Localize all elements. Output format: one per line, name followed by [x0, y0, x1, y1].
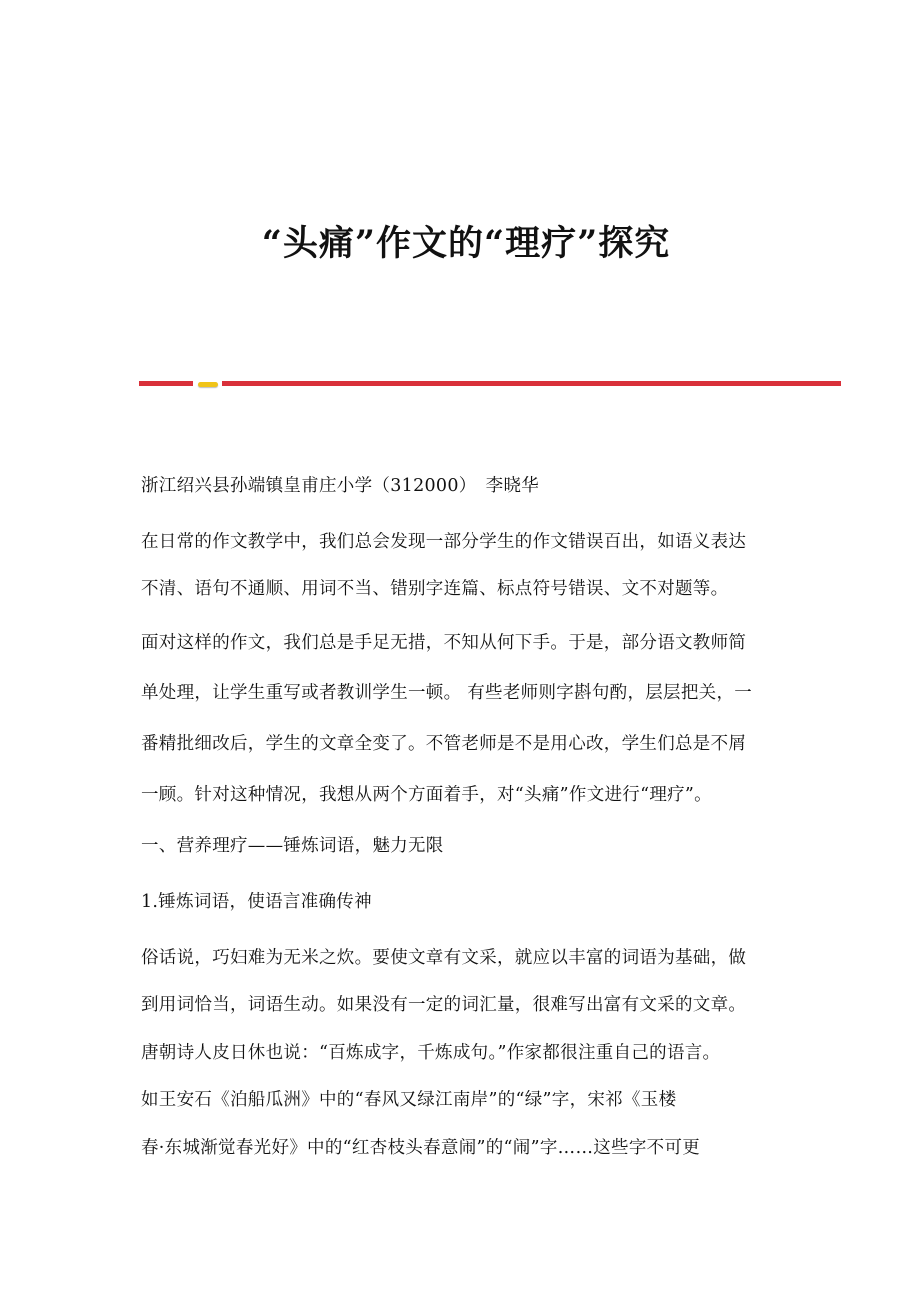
divider-ornament	[198, 382, 218, 387]
paragraph-line: 在日常的作文教学中，我们总会发现一部分学生的作文错误百出，如语义表达	[141, 532, 747, 552]
divider-left	[139, 381, 193, 386]
paragraph-line: 一顾。针对这种情况，我想从两个方面着手，对“头痛”作文进行“理疗”。	[141, 785, 712, 805]
author-affiliation: 浙江绍兴县孙端镇皇甫庄小学（312000） 李晓华	[141, 476, 540, 496]
paragraph-line: 面对这样的作文，我们总是手足无措，不知从何下手。于是，部分语文教师简	[141, 633, 747, 653]
paragraph-line: 如王安石《泊船瓜洲》中的“春风又绿江南岸”的“绿”字，宋祁《玉楼	[141, 1090, 677, 1110]
paragraph-line: 春·东城渐觉春光好》中的“红杏枝头春意闹”的“闹”字……这些字不可更	[141, 1138, 701, 1158]
section-heading: 一、营养理疗——锤炼词语，魅力无限	[141, 836, 444, 856]
paragraph-line: 俗话说，巧妇难为无米之炊。要使文章有文采，就应以丰富的词语为基础，做	[141, 948, 747, 968]
subsection-heading: 1.锤炼词语，使语言准确传神	[141, 892, 372, 912]
paragraph-line: 单处理，让学生重写或者教训学生一顿。 有些老师则字斟句酌，层层把关，一	[141, 683, 753, 703]
paragraph-line: 番精批细改后，学生的文章全变了。不管老师是不是用心改，学生们总是不屑	[141, 734, 747, 754]
document-title: “头痛”作文的“理疗”探究	[261, 223, 671, 264]
paragraph-line: 不清、语句不通顺、用词不当、错别字连篇、标点符号错误、文不对题等。	[141, 579, 729, 599]
paragraph-line: 唐朝诗人皮日休也说：“百炼成字，千炼成句。”作家都很注重自己的语言。	[141, 1043, 721, 1063]
divider-right	[222, 381, 841, 386]
paragraph-line: 到用词恰当，词语生动。如果没有一定的词汇量，很难写出富有文采的文章。	[141, 995, 747, 1015]
